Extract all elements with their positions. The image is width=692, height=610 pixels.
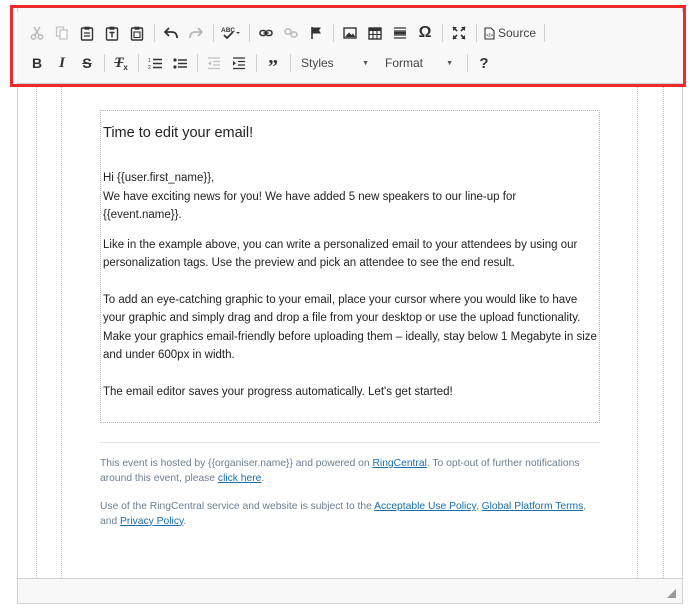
toolbar-separator (442, 24, 443, 42)
footer-divider (100, 442, 600, 443)
toolbar-separator (154, 24, 155, 42)
strikethrough-icon[interactable]: S (82, 55, 92, 71)
spellcheck-icon[interactable] (218, 21, 244, 45)
toolbar-separator (544, 24, 545, 42)
toolbar-separator (104, 54, 105, 72)
toolbar-separator (290, 54, 291, 72)
redo-icon[interactable] (184, 21, 208, 45)
format-dropdown[interactable] (379, 51, 459, 75)
privacy-policy-link[interactable]: Privacy Policy (120, 515, 184, 527)
layout-guide (36, 85, 37, 578)
resize-handle-icon[interactable] (667, 589, 676, 598)
email-paragraph-3: The email editor saves your progress automatically. Let's get started! (103, 385, 453, 398)
outdent-icon[interactable] (202, 51, 226, 75)
table-icon[interactable] (363, 21, 387, 45)
anchor-flag-icon[interactable] (304, 21, 328, 45)
bold-icon[interactable]: B (31, 55, 43, 71)
toolbar-separator (256, 54, 257, 72)
layout-guide (663, 85, 664, 578)
special-character-icon[interactable]: Ω (418, 24, 432, 41)
toolbar-separator (213, 24, 214, 42)
footer-text: . To opt-out of further notifications around this event, please (100, 458, 580, 484)
email-paragraph-2: To add an eye-catching graphic to your email, place your cursor where you would like to have your graphic and simply drag and drop a file from your desktop or use the upload functionality. Make your graphics email-friendly before uploading them – ideally, stay below 1 Megabyte in size and under 600px in width. (103, 293, 597, 361)
svg-text:</>: </> (486, 32, 494, 39)
layout-guide (61, 85, 62, 578)
help-icon[interactable]: ? (479, 54, 489, 72)
email-intro: We have exciting news for you! We have added 5 new speakers to our line-up for {{event.name}}. (103, 190, 517, 221)
email-title: Time to edit your email! (103, 125, 254, 141)
toolbar-separator (333, 24, 334, 42)
toolbar-row-2 (25, 50, 497, 76)
undo-icon[interactable] (159, 21, 183, 45)
format-dropdown-label: Format (385, 56, 424, 70)
indent-icon[interactable] (227, 51, 251, 75)
layout-guide (637, 85, 638, 578)
paste-text-icon[interactable] (100, 21, 124, 45)
svg-text:2: 2 (148, 64, 151, 70)
footer-text: . (261, 472, 265, 484)
toolbar-separator (138, 54, 139, 72)
paste-icon[interactable] (75, 21, 99, 45)
paste-from-word-icon[interactable] (125, 21, 149, 45)
blockquote-icon[interactable]: ” (268, 56, 278, 78)
chevron-down-icon: ▼ (362, 59, 369, 67)
copy-icon[interactable] (50, 21, 74, 45)
toolbar-separator (249, 24, 250, 42)
cut-icon[interactable] (25, 21, 49, 45)
editor-content-area[interactable] (18, 85, 682, 578)
email-greeting: Hi {{user.first_name}}, (103, 172, 215, 184)
editor-statusbar (18, 578, 682, 603)
global-platform-terms-link[interactable]: Global Platform Terms (481, 501, 584, 512)
horizontal-line-icon[interactable] (388, 21, 412, 45)
toolbar-row-1 (25, 20, 549, 46)
email-paragraph-1: Like in the example above, you can write a personalized email to your attendees by using our personalization tags. Use the preview and pick an attendee to see the end result. (103, 238, 578, 269)
acceptable-use-policy-link[interactable]: Acceptable Use Policy (374, 501, 476, 512)
footer-policy-line (100, 500, 600, 529)
source-button[interactable] (481, 21, 539, 45)
remove-format-icon[interactable]: T x (114, 54, 128, 72)
footer-hosted-line (100, 457, 600, 486)
toolbar-separator (467, 54, 468, 72)
bulleted-list-icon[interactable] (168, 51, 192, 75)
opt-out-link[interactable]: click here (217, 472, 262, 484)
unlink-icon[interactable] (279, 21, 303, 45)
ringcentral-link[interactable]: RingCentral (372, 458, 427, 469)
svg-text:1: 1 (148, 57, 151, 64)
styles-dropdown[interactable] (295, 51, 375, 75)
svg-text:ABC: ABC (221, 27, 236, 34)
footer-text: This event is hosted by {{organiser.name}} and powered on (100, 458, 373, 469)
maximize-icon[interactable] (447, 21, 471, 45)
footer-text: , and (100, 501, 587, 527)
chevron-down-icon: ▼ (446, 59, 453, 67)
styles-dropdown-label: Styles (301, 56, 334, 70)
source-button-label: Source (498, 26, 537, 40)
link-icon[interactable] (254, 21, 278, 45)
source-icon (484, 27, 495, 40)
toolbar-separator (476, 24, 477, 42)
email-body[interactable] (100, 110, 600, 423)
email-footer (100, 457, 600, 543)
numbered-list-icon[interactable] (143, 51, 167, 75)
footer-text: , (475, 501, 482, 512)
footer-text: . (183, 515, 187, 527)
footer-text: Use of the RingCentral service and website is subject to the (100, 501, 375, 512)
toolbar-separator (197, 54, 198, 72)
image-icon[interactable] (338, 21, 362, 45)
editor-toolbar (17, 12, 683, 84)
italic-icon[interactable]: I (59, 54, 65, 71)
